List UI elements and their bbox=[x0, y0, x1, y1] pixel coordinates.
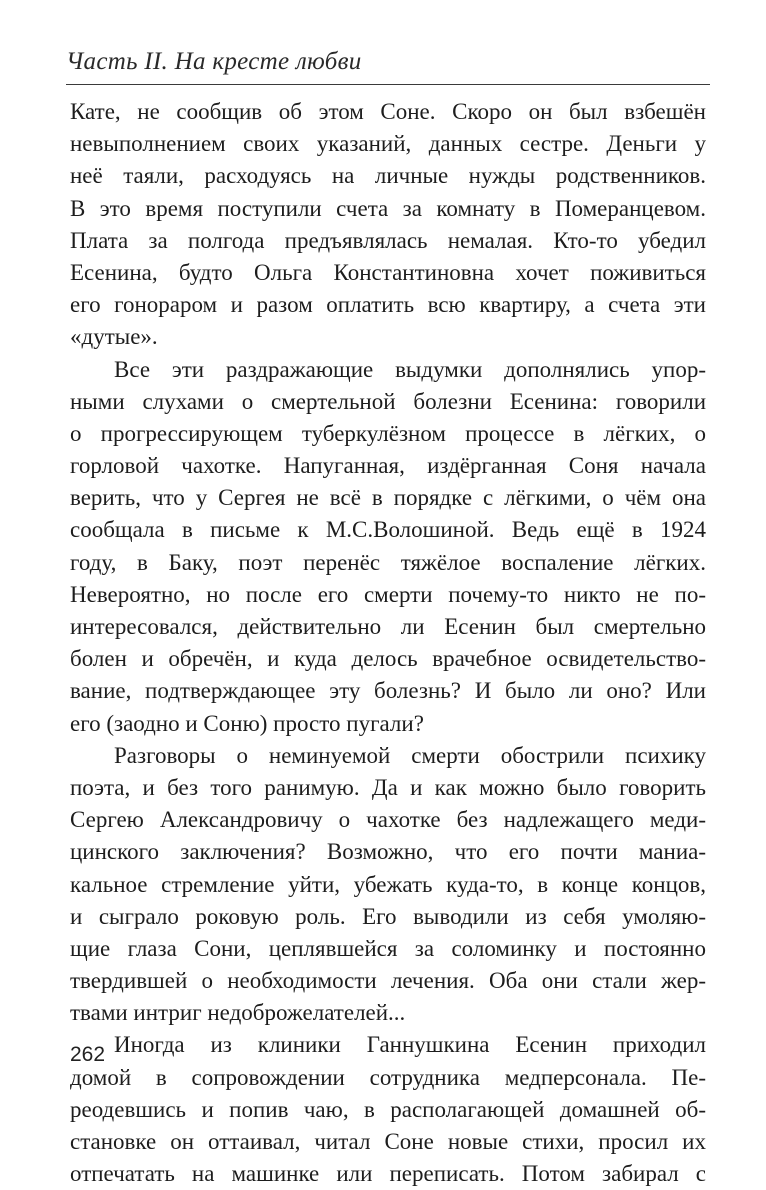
text-line: верить, что у Сергея не всё в порядке с лёгкими, о чём она bbox=[70, 485, 706, 511]
text-line: вание, подтверждающее эту болезнь? И было ли оно? Или bbox=[70, 678, 706, 704]
running-head: Часть II. На кресте любви bbox=[66, 48, 362, 75]
text-line: году, в Баку, поэт перенёс тяжёлое воспаление лёгких. bbox=[70, 549, 706, 575]
text-line: поэта, и без того ранимую. Да и как можно было говорить bbox=[70, 774, 706, 800]
text-line: Кате, не сообщив об этом Соне. Скоро он был взбешён bbox=[70, 99, 706, 124]
text-line: твердившей о необходимости лечения. Оба они стали жер- bbox=[70, 968, 706, 994]
text-line: и сыграло роковую роль. Его выводили из себя умоляю- bbox=[70, 903, 706, 929]
text-line: неё таяли, расходуясь на личные нужды родственников. bbox=[70, 163, 706, 189]
body-text bbox=[70, 96, 706, 1190]
text-line: Плата за полгода предъявлялась немалая. Кто-то убедил bbox=[70, 227, 706, 253]
text-line: о прогрессирующем туберкулёзном процессе в лёгких, о bbox=[70, 420, 706, 446]
text-line: кальное стремление уйти, убежать куда-то, в конце концов, bbox=[70, 871, 706, 897]
text-line: «дутые». bbox=[70, 324, 158, 350]
text-line: горловой чахотке. Напуганная, издёрганная Соня начала bbox=[70, 453, 706, 479]
text-line: его (заодно и Соню) просто пугали? bbox=[70, 710, 424, 736]
text-line: его гонораром и разом оплатить всю квартиру, а счета эти bbox=[70, 292, 706, 318]
header-rule bbox=[66, 84, 710, 85]
text-line: Невероятно, но после его смерти почему-то никто не по- bbox=[70, 581, 706, 607]
text-line: реодевшись и попив чаю, в располагающей домашней об- bbox=[70, 1096, 706, 1122]
text-line: цинского заключения? Возможно, что его почти маниа- bbox=[70, 839, 706, 865]
page-number: 262 bbox=[70, 1043, 106, 1066]
text-line: интересовался, действительно ли Есенин был смертельно bbox=[70, 614, 706, 639]
text-line: Есенина, будто Ольга Константиновна хочет поживиться bbox=[70, 259, 706, 285]
text-line: Сергею Александровичу о чахотке без надлежащего меди- bbox=[70, 807, 706, 833]
text-line: домой в сопровождении сотрудника медперсонала. Пе- bbox=[70, 1064, 706, 1090]
text-line: Иногда из клиники Ганнушкина Есенин приходил bbox=[114, 1032, 706, 1058]
text-line: щие глаза Сони, цеплявшейся за соломинку и постоянно bbox=[70, 935, 706, 961]
text-line: невыполнением своих указаний, данных сестре. Деньги у bbox=[70, 131, 706, 157]
text-line: Разговоры о неминуемой смерти обострили психику bbox=[114, 742, 706, 768]
text-line: отпечатать на машинке или переписать. Потом забирал с bbox=[70, 1161, 706, 1187]
text-line: В это время поступили счета за комнату в Померанцевом. bbox=[70, 195, 706, 221]
text-line: становке он оттаивал, читал Соне новые стихи, просил их bbox=[70, 1129, 706, 1154]
text-line: твами интриг недоброжелателей... bbox=[70, 1000, 406, 1026]
text-line: Все эти раздражающие выдумки дополнялись упор- bbox=[114, 356, 706, 382]
text-line: ными слухами о смертельной болезни Есенина: говорили bbox=[70, 388, 706, 414]
text-line: болен и обречён, и куда делось врачебное освидетельство- bbox=[70, 646, 706, 672]
text-line: сообщала в письме к М.С.Волошиной. Ведь ещё в 1924 bbox=[70, 517, 706, 543]
